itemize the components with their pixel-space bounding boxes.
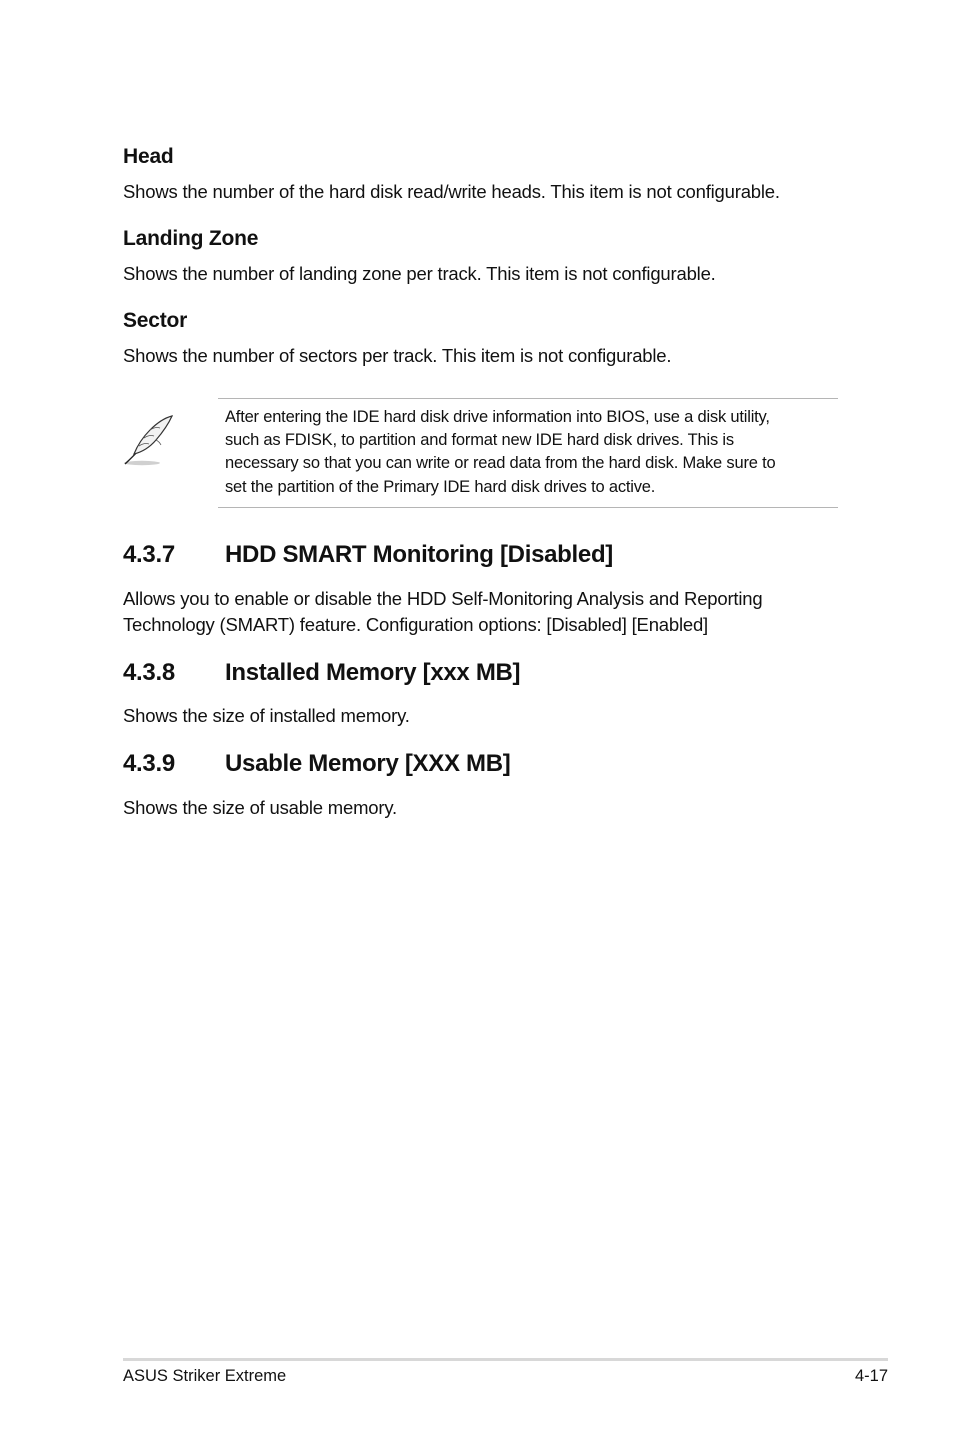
item-heading-head: Head [123, 145, 174, 168]
section-body-line: Shows the size of installed memory. [123, 705, 410, 726]
section-title-4-3-9 [123, 750, 510, 778]
item-description-landing-zone: Shows the number of landing zone per track. This item is not configurable. [123, 263, 716, 284]
section-body-line: Allows you to enable or disable the HDD Self-Monitoring Analysis and Reporting [123, 588, 763, 609]
section-title-4-3-8 [123, 659, 520, 687]
note-line: such as FDISK, to partition and format new IDE hard disk drives. This is [225, 431, 734, 450]
section-body-4-3-9 [123, 795, 397, 821]
section-body-4-3-8 [123, 703, 410, 729]
section-heading: Usable Memory [XXX MB] [225, 750, 511, 777]
section-title-4-3-7 [123, 541, 613, 569]
note-text [225, 406, 775, 499]
item-heading-landing-zone: Landing Zone [123, 227, 259, 250]
footer-page-number: 4-17 [854, 1367, 888, 1385]
section-number: 4.3.8 [123, 659, 175, 686]
section-body-4-3-7 [123, 586, 762, 638]
footer-rule [123, 1358, 888, 1361]
section-body-line: Technology (SMART) feature. Configuration options: [Disabled] [Enabled] [123, 614, 708, 635]
item-description-head: Shows the number of the hard disk read/write heads. This item is not configurable. [123, 181, 780, 202]
item-heading-sector: Sector [123, 309, 188, 332]
feather-pen-icon [120, 412, 178, 470]
note-top-rule [218, 398, 838, 399]
note-line: set the partition of the Primary IDE hard disk drives to active. [225, 477, 656, 496]
section-number: 4.3.7 [123, 541, 175, 568]
section-heading: HDD SMART Monitoring [Disabled] [225, 541, 614, 568]
section-heading: Installed Memory [xxx MB] [225, 659, 521, 686]
section-body-line: Shows the size of usable memory. [123, 797, 397, 818]
item-description-sector: Shows the number of sectors per track. This item is not configurable. [123, 345, 672, 366]
section-number: 4.3.9 [123, 750, 175, 777]
note-line: After entering the IDE hard disk drive information into BIOS, use a disk utility, [225, 408, 770, 426]
note-line: necessary so that you can write or read data from the hard disk. Make sure to [225, 454, 776, 473]
footer-product-name: ASUS Striker Extreme [123, 1367, 287, 1385]
note-bottom-rule [218, 507, 838, 508]
